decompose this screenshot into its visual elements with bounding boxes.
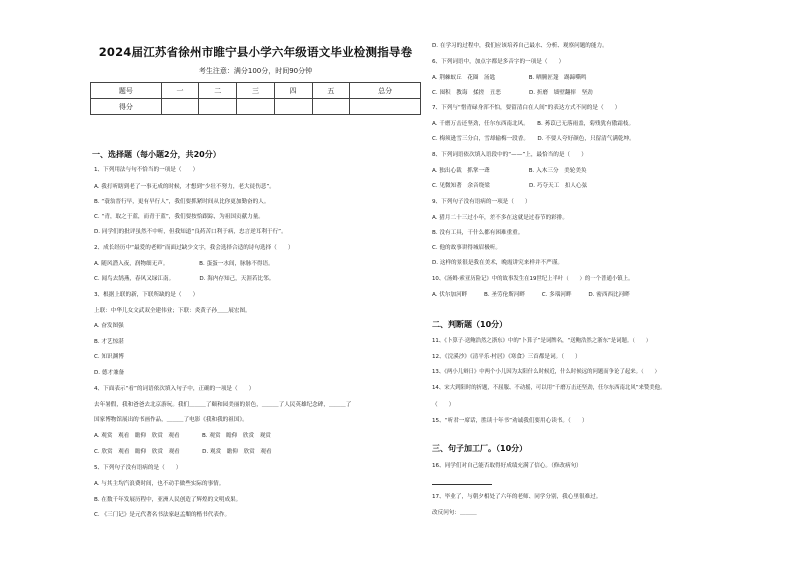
score-cell[interactable] xyxy=(350,99,421,115)
option-line: A. 随风潜入夜，润物细无声。 B. 蛋蛋一水间，脉脉不得语。 xyxy=(94,261,274,267)
option-line: B. 在数千年发展历程中，亚洲人民创造了辉煌的文明成果。 xyxy=(94,497,242,503)
option-line: C. 他的故事讲得城眉极听。 xyxy=(432,245,501,251)
score-header-cell: 总分 xyxy=(350,83,421,99)
answer-prompt: 改反问句：＿＿＿ xyxy=(432,510,477,516)
document-title: 2024届江苏省徐州市睢宁县小学六年级语文毕业检测指导卷 xyxy=(98,45,413,59)
question-stem: 上联：中华儿女文武双全建伟业；下联：炎黄子孙＿＿展宏图。 xyxy=(94,308,251,314)
judgement-line: 13、《两小儿辩日》中两个小儿因为太阳什么时候近，什么时候远的问题而争论了起来。（ ） xyxy=(432,369,660,375)
judgement-line: 15、“听君一席话，胜读十年书”劝诚我们要用心读书。（ ） xyxy=(432,418,588,424)
question-stem: 去年暑假，我和爸爸去北京游玩。我们＿＿＿了颐和园美丽的景色，＿＿＿了人民英雄纪念碑，＿＿＿了 xyxy=(94,402,352,408)
option-line: C. “青，取之于蓝，而青于蓝”，我们要按恰跟踪，为祖国贡献力量。 xyxy=(94,214,264,220)
question-line: 3、根据上联的新，下联所缺的是（ ） xyxy=(94,292,199,298)
option-line: D. 在学习的过程中，我们应该培养自己最水、分析、观察问题的能力。 xyxy=(432,43,608,49)
answer-line[interactable] xyxy=(432,484,492,485)
score-header-cell: 一 xyxy=(161,83,199,99)
option-line: A. 荆棘蚁丘 花圈 汤匙 B. 晒腾匠篷 踢蹄嘶鸣 xyxy=(432,75,587,81)
option-line: B. 没有工具，干什么都有困难重重。 xyxy=(432,230,524,236)
question-stem: 国家博物馆展出的书画作品，＿＿＿了电影《我和我的祖国》。 xyxy=(94,417,248,423)
option-line: A. 我打听瞎到老了一事无成的时候，才想到“少壮不努力，老大徒伤悲”。 xyxy=(94,184,275,190)
option-line: B. “蓑翁晋行早，更有早行人”，我们要抓紧时间从比你更加勤奋的人。 xyxy=(94,199,270,205)
score-table xyxy=(90,82,421,115)
option-line: D. 这样的景很是我在美术，晚霞讲究来样并不严谨。 xyxy=(432,260,563,266)
score-header-cell: 五 xyxy=(312,83,350,99)
exam-notice: 考生注意：满分100分，时间90分钟 xyxy=(198,67,313,75)
question-line: 10、《汤姆·索亚历险记》中的故事发生在19世纪上半叶（ ）的一个普通小镇上。 xyxy=(432,276,634,282)
section-title-choice: 一、选择题（每小题2分，共20分） xyxy=(92,150,221,159)
question-line: 4、下面表示“看”的词语依次填入句子中，正确的一项是（ ） xyxy=(94,386,255,392)
option-line: C. 囤积 教诲 揉搓 丑恶 D. 折磨 墙壁翻摔 坚劲 xyxy=(432,90,593,96)
option-line: C. 闻鸟去鹄燕，春风又绿江南。 D. 海内存知己，天涯若比邻。 xyxy=(94,276,275,282)
score-header-cell: 三 xyxy=(237,83,275,99)
option-line: C. 欣赏 观看 瞻仰 欣赏 观看 D. 观赏 瞻仰 欣赏 观看 xyxy=(94,449,272,455)
option-line: A. 伏尔加河畔 B. 圣劳伦斯河畔 C. 多瑙河畔 D. 密西西比河畔 xyxy=(432,292,630,298)
score-row-label: 得分 xyxy=(91,99,162,115)
score-cell[interactable] xyxy=(312,99,350,115)
question-line: 9、下列句子没有语病的一项是（ ） xyxy=(432,199,531,205)
score-table-score-row xyxy=(91,99,421,115)
question-line: 8、下列词语依次填入语段中的“——”上，最恰当的是（ ） xyxy=(432,152,587,158)
option-line: D. 德才兼备 xyxy=(94,370,125,376)
score-header-cell: 四 xyxy=(274,83,312,99)
option-line: A. 奋发图强 xyxy=(94,323,124,329)
option-line: A. 千磨万击还坚劲，任尔东西南北风。 B. 莠苡已无落雨盖，菊残犹有傲霜枝。 xyxy=(432,121,635,127)
judgement-line: 14、宋大到阳时的折题，不屈服、不动摇，可以用“千磨万击还坚劲，任尔东西南北风”来赞美他。 xyxy=(432,385,666,391)
score-table-header-row xyxy=(91,83,421,99)
option-line: D. 同学们的批评虽然不中听，但我知道“良药苦口利于病，忠言逆耳利于行”。 xyxy=(94,229,287,235)
sentence-task-line: 16、同学们对自己能否取得好成绩充满了信心。（修改病句） xyxy=(432,463,582,469)
section-title-sentences: 三、句子加工厂。（10分） xyxy=(432,444,528,453)
option-line: A. 与其主均汽浪费时间，也不动手做些实际的事情。 xyxy=(94,481,225,487)
judgement-line: 12、《浣溪沙》《清平乐·村居》《寒食》三首都是词。（ ） xyxy=(432,354,581,360)
question-line: 1、下列用法与句不恰当的一项是（ ） xyxy=(94,167,199,173)
option-line: C. 《三门记》是元代著名书法家赵孟頫的楷书代表作。 xyxy=(94,512,231,518)
judgement-blank: （ ） xyxy=(432,402,455,408)
question-line: 7、下列与“惜青碌身浑不怕，要留清白在人间”的表达方式不同的是（ ） xyxy=(432,105,621,111)
option-line: A. 猎月二十三过小年，差不多在这就是过春节的彩排。 xyxy=(432,215,568,221)
score-cell[interactable] xyxy=(199,99,237,115)
option-line: C. 见微知著 余音绕梁 D. 巧夺天工 扣人心弦 xyxy=(432,183,588,189)
option-line: A. 独出心裁 抓掌一聋 B. 入木三分 美轮美奂 xyxy=(432,168,587,174)
option-line: A. 观赏 观看 瞻仰 欣赏 观看 B. 观赏 瞻仰 欣赏 观赏 xyxy=(94,433,271,439)
question-line: 6、下列词语中，加点字都是多音字的一项是（ ） xyxy=(432,59,565,65)
score-header-cell: 二 xyxy=(199,83,237,99)
sentence-task-line: 17、毕业了，与朝夕相处了六年的老师、同学分别，我心里很难过。 xyxy=(432,494,602,500)
score-cell[interactable] xyxy=(274,99,312,115)
judgement-line: 11、《卜算子·送鲍浩然之浙东》中的“卜算子”是词牌名，“送鲍浩然之浙东”是词题。（ ） xyxy=(432,338,652,344)
score-header-cell: 题号 xyxy=(91,83,162,99)
question-line: 5、下列句子没有语病的是（ ） xyxy=(94,465,182,471)
option-line: C. 知识渊博 xyxy=(94,354,124,360)
score-cell[interactable] xyxy=(161,99,199,115)
option-line: B. 才艺惊湛 xyxy=(94,339,124,345)
section-title-judgement: 二、判断题（10分） xyxy=(432,320,508,329)
option-line: C. 梅须逊雪三分白，雪却输梅一段香。 D. 不要人夸好颜色，只留清气满乾坤。 xyxy=(432,136,635,142)
question-line: 2、成长经历中“最爱的老师”而面过缺少文字，我会选择合适的诗句选择（ ） xyxy=(94,245,294,251)
score-cell[interactable] xyxy=(237,99,275,115)
